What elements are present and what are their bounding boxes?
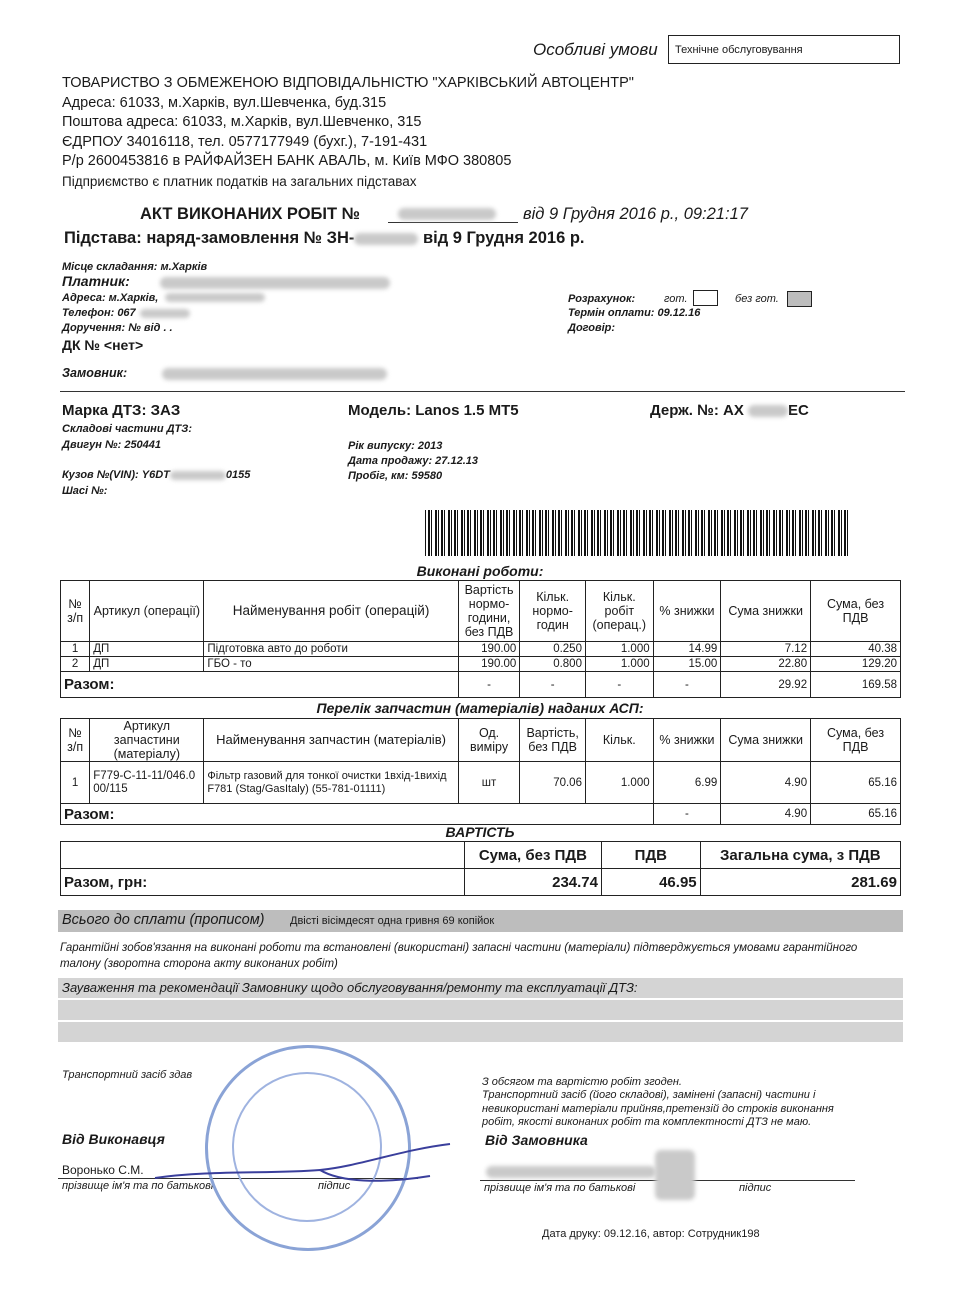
works-total-row xyxy=(61,672,901,698)
phone-redacted xyxy=(140,309,190,318)
vehicle-vin xyxy=(62,469,250,481)
special-label: Особливі умови xyxy=(533,40,658,59)
cell: 169.58 xyxy=(811,672,901,698)
act-number-redacted xyxy=(398,208,496,220)
cell: - xyxy=(520,672,586,698)
act-basis xyxy=(64,229,585,248)
vehicle-sale: Дата продажу: 27.12.13 xyxy=(348,455,478,467)
parts-col-discount: % знижки xyxy=(653,719,721,762)
vehicle-mileage: Пробіг, км: 59580 xyxy=(348,470,443,482)
act-date: від 9 Грудня 2016 р., 09:21:17 xyxy=(523,205,748,223)
cell: 65.16 xyxy=(811,762,901,804)
cell: ДП xyxy=(90,642,204,657)
cell: 7.12 xyxy=(721,642,811,657)
warranty-text: Гарантійні зобов'язання на виконані роботи та встановлені (використані) запасні частини (матеріали) підтверджується умовами гарантійного талону (зворотна сторона акту виконаних робіт) xyxy=(60,942,858,970)
works-col-article: Артикул (операції) xyxy=(90,581,204,642)
cell: 1.000 xyxy=(585,642,653,657)
parts-total-label: Разом: xyxy=(61,804,654,825)
cost-col-total: Загальна сума, з ПДВ xyxy=(700,842,900,869)
remarks-line-1 xyxy=(58,1000,903,1020)
company-name: ТОВАРИСТВО З ОБМЕЖЕНОЮ ВІДПОВІДАЛЬНІСТЮ "ХАРКІВСЬКИЙ АВТОЦЕНТР" xyxy=(62,75,634,91)
accept-text: Транспортний засіб (його складові), замінені (запасні) частини і невикористані матеріали прийняв,претензій до строків виконання робіт, якості виконаних робіт та комплектності ДТЗ не маю. xyxy=(482,1089,834,1128)
parts-col-article: Артикул запчастини (матеріалу) xyxy=(90,719,204,762)
works-col-discount: % знижки xyxy=(653,581,721,642)
company-postal: Поштова адреса: 61033, м.Харків, вул.Шевченко, 315 xyxy=(62,114,422,130)
cell: 0.250 xyxy=(520,642,586,657)
cell: 65.16 xyxy=(811,804,901,825)
cell: 0.800 xyxy=(520,657,586,672)
place: Місце складання: м.Харків xyxy=(62,261,208,273)
act-title: АКТ ВИКОНАНИХ РОБІТ № xyxy=(140,205,361,223)
customer-redacted xyxy=(162,368,387,380)
customer-label: Замовник: xyxy=(62,366,128,380)
works-col-rate: Вартість нормо-години, без ПДВ xyxy=(458,581,520,642)
act-number-line xyxy=(388,222,518,223)
works-col-qty: Кільк. робіт (операц.) xyxy=(585,581,653,642)
cell: 29.92 xyxy=(721,672,811,698)
cell: 22.80 xyxy=(721,657,811,672)
cost-values-row xyxy=(61,869,901,896)
barcode xyxy=(425,510,849,556)
words-bar xyxy=(58,910,903,932)
cell: 4.90 xyxy=(721,804,811,825)
cost-table xyxy=(60,841,901,896)
vin-suffix: 0155 xyxy=(225,469,251,481)
payment-due: Термін оплати: 09.12.16 xyxy=(568,307,701,319)
cost-blank xyxy=(61,842,465,869)
table-row xyxy=(61,642,901,657)
executor-fio-caption: прізвище ім'я та по батькові xyxy=(62,1180,214,1192)
cell: ГБО - то xyxy=(204,657,458,672)
works-col-sum: Сума, без ПДВ xyxy=(811,581,901,642)
words-label: Всього до сплати (прописом) xyxy=(62,912,265,928)
cell: 6.99 xyxy=(653,762,721,804)
plate-prefix: Держ. №: АХ xyxy=(650,402,744,419)
parts-col-unit: Од. виміру xyxy=(458,719,520,762)
cost-header-row xyxy=(61,842,901,869)
cell: 190.00 xyxy=(458,657,520,672)
payer-label: Платник: xyxy=(62,273,130,289)
cell: F779-C-11-11/046.0 00/115 xyxy=(90,762,204,804)
cell: ДП xyxy=(90,657,204,672)
works-col-discount-sum: Сума знижки xyxy=(721,581,811,642)
parts-col-price: Вартість, без ПДВ xyxy=(520,719,586,762)
works-title: Виконані роботи: xyxy=(416,563,544,579)
remarks-line-2 xyxy=(58,1022,903,1042)
customer-fio-caption: прізвище ім'я та по батькові xyxy=(484,1182,636,1194)
works-col-num: № з/п xyxy=(61,581,90,642)
mandate: Доручення: № від . . xyxy=(62,322,173,334)
special-value: Технічне обслуговування xyxy=(668,35,900,64)
works-total-label: Разом: xyxy=(61,672,459,698)
works-col-hours: Кільк. нормо-годин xyxy=(520,581,586,642)
remarks-label: Зауваження та рекомендації Замовнику щодо обслуговування/ремонту та експлуатації ДТЗ: xyxy=(62,980,638,995)
company-address: Адреса: 61033, м.Харків, вул.Шевченка, буд.315 xyxy=(62,94,387,111)
cell: 15.00 xyxy=(653,657,721,672)
noncash-label: без гот. xyxy=(735,293,779,305)
parts-table xyxy=(60,718,901,825)
vehicle-brand: Марка ДТЗ: ЗАЗ xyxy=(62,402,181,419)
works-col-name: Найменування робіт (операцій) xyxy=(204,581,458,642)
basis-suffix: від 9 Грудня 2016 р. xyxy=(422,229,585,247)
parts-title: Перелік запчастин (матеріалів) наданих АСП: xyxy=(316,700,644,716)
cash-checkbox xyxy=(693,290,718,306)
words-value: Двісті вісімдесят одна гривня 69 копійок xyxy=(290,915,495,927)
vehicle-engine: Двигун №: 250441 xyxy=(62,439,162,451)
cost-title: ВАРТІСТЬ xyxy=(445,824,515,840)
contract: Договір: xyxy=(568,322,616,334)
dk: ДК № <нет> xyxy=(62,337,144,353)
payer-phone: Телефон: 067 xyxy=(62,307,136,319)
works-header-row xyxy=(61,581,901,642)
parts-col-discount-sum: Сума знижки xyxy=(721,719,811,762)
customer-name-redacted xyxy=(486,1166,656,1178)
company-tax: Підприємство є платник податків на загальних підставах xyxy=(62,173,417,189)
cell: 1 xyxy=(61,762,90,804)
executor-name: Воронько С.М. xyxy=(62,1163,144,1177)
print-footer: Дата друку: 09.12.16, автор: Сотрудник198 xyxy=(542,1228,760,1240)
vehicle-chassis: Шасі №: xyxy=(62,485,108,497)
vehicle-parts: Складові частини ДТЗ: xyxy=(62,423,192,435)
remarks-bar xyxy=(58,978,903,998)
vehicle-model: Модель: Lanos 1.5 MT5 xyxy=(348,402,519,419)
table-row xyxy=(61,657,901,672)
noncash-checkbox xyxy=(787,291,812,307)
agree-text: З обсягом та вартістю робіт згоден. xyxy=(482,1076,682,1088)
plate-redacted xyxy=(748,405,788,417)
payment-label: Розрахунок: xyxy=(568,293,636,305)
cell: - xyxy=(458,672,520,698)
company-edrpou: ЄДРПОУ 34016118, тел. 0577177949 (бухг.), 7-191-431 xyxy=(62,133,428,150)
cell: Фільтр газовий для тонкої очистки 1вхід-1вихід F781 (Stag/GasItaly) (55-781-01111) xyxy=(204,762,458,804)
cell: Підготовка авто до роботи xyxy=(204,642,458,657)
cell: - xyxy=(653,672,721,698)
cell: 190.00 xyxy=(458,642,520,657)
cell: 2 xyxy=(61,657,90,672)
cell: 129.20 xyxy=(811,657,901,672)
parts-col-qty: Кільк. xyxy=(585,719,653,762)
parts-header-row xyxy=(61,719,901,762)
parts-col-sum: Сума, без ПДВ xyxy=(811,719,901,762)
cell: 1.000 xyxy=(585,762,653,804)
address-redacted xyxy=(165,293,265,302)
payer-redacted xyxy=(160,277,390,289)
cell: 1 xyxy=(61,642,90,657)
executor-label: Від Виконавця xyxy=(62,1131,165,1147)
cell: 1.000 xyxy=(585,657,653,672)
vehicle-plate xyxy=(650,402,809,419)
payer-address: Адреса: м.Харків, xyxy=(62,292,159,304)
cell: шт xyxy=(458,762,520,804)
divider-info xyxy=(60,391,905,392)
cell: 40.38 xyxy=(811,642,901,657)
executor-signature xyxy=(150,1140,460,1200)
cell: 70.06 xyxy=(520,762,586,804)
cell: 4.90 xyxy=(721,762,811,804)
executor-sign-caption: підпис xyxy=(318,1180,351,1192)
customer-sign-caption: підпис xyxy=(739,1182,772,1194)
company-bank: Р/р 2600453816 в РАЙФАЙЗЕН БАНК АВАЛЬ, м. Київ МФО 380805 xyxy=(62,153,512,169)
vehicle-year: Рік випуску: 2013 xyxy=(348,440,443,452)
parts-col-name: Найменування запчастин (матеріалів) xyxy=(204,719,458,762)
basis-prefix: Підстава: наряд-замовлення № ЗН- xyxy=(64,229,355,247)
cost-label: Разом, грн: xyxy=(61,869,465,896)
parts-col-num: № з/п xyxy=(61,719,90,762)
cell: - xyxy=(653,804,721,825)
cost-col-vat: ПДВ xyxy=(602,842,701,869)
cost-col-sum: Сума, без ПДВ xyxy=(464,842,601,869)
cash-label: гот. xyxy=(664,293,688,305)
basis-redacted xyxy=(354,233,418,245)
plate-suffix: ЕС xyxy=(788,402,809,419)
customer-sign-label: Від Замовника xyxy=(485,1132,588,1148)
handed-text: Транспортний засіб здав xyxy=(62,1069,193,1081)
vin-redacted xyxy=(170,471,226,480)
company-block xyxy=(62,74,634,191)
cost-total-value: 281.69 xyxy=(700,869,900,896)
works-table xyxy=(60,580,901,698)
parts-total-row xyxy=(61,804,901,825)
customer-signature-redacted xyxy=(655,1150,695,1200)
cell: - xyxy=(585,672,653,698)
cost-vat-value: 46.95 xyxy=(602,869,701,896)
vin-prefix: Кузов №(VIN): Y6DT xyxy=(62,469,170,481)
cell: 14.99 xyxy=(653,642,721,657)
table-row xyxy=(61,762,901,804)
cost-sum-value: 234.74 xyxy=(464,869,601,896)
